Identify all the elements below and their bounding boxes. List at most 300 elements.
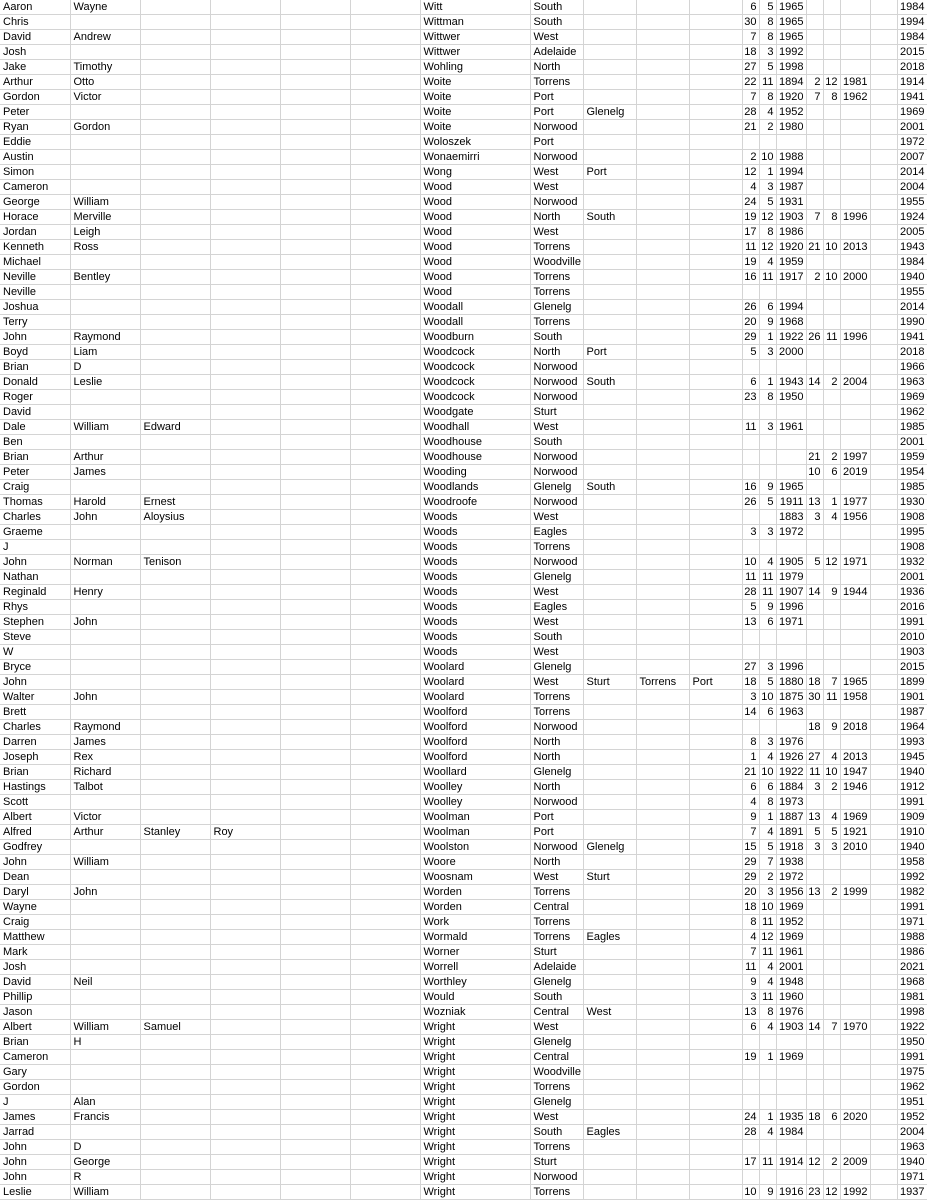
cell-extra-1[interactable] (280, 1065, 350, 1080)
cell-surname[interactable]: Worner (420, 945, 530, 960)
cell-club-1[interactable]: Eagles (530, 600, 583, 615)
cell-birth-month[interactable]: 3 (759, 45, 776, 60)
cell-birth-year[interactable] (776, 285, 806, 300)
cell-given-name-4[interactable] (210, 675, 280, 690)
cell-extra-1[interactable] (280, 330, 350, 345)
cell-birth-day[interactable] (742, 630, 759, 645)
cell-surname[interactable]: Woolford (420, 705, 530, 720)
cell-club-4[interactable] (689, 870, 742, 885)
cell-club-1[interactable]: West (530, 420, 583, 435)
cell-given-name-4[interactable] (210, 240, 280, 255)
cell-birth-day[interactable]: 9 (742, 810, 759, 825)
cell-debut-year[interactable]: 1954 (897, 465, 927, 480)
cell-death-year[interactable] (840, 480, 870, 495)
cell-death-month[interactable]: 2 (823, 780, 840, 795)
cell-birth-year[interactable]: 1903 (776, 1020, 806, 1035)
cell-death-month[interactable]: 8 (823, 210, 840, 225)
cell-surname[interactable]: Woodroofe (420, 495, 530, 510)
cell-death-year[interactable] (840, 225, 870, 240)
cell-given-name-2[interactable]: Liam (70, 345, 140, 360)
cell-death-month[interactable] (823, 150, 840, 165)
cell-club-3[interactable] (636, 840, 689, 855)
cell-given-name-2[interactable] (70, 645, 140, 660)
cell-birth-year[interactable]: 1880 (776, 675, 806, 690)
cell-club-3[interactable] (636, 240, 689, 255)
cell-club-4[interactable] (689, 645, 742, 660)
cell-birth-month[interactable]: 8 (759, 90, 776, 105)
cell-surname[interactable]: Wood (420, 195, 530, 210)
cell-given-name-1[interactable]: Albert (0, 810, 70, 825)
cell-surname[interactable]: Wright (420, 1095, 530, 1110)
cell-given-name-1[interactable]: J (0, 1095, 70, 1110)
cell-debut-year[interactable]: 2016 (897, 600, 927, 615)
cell-birth-month[interactable]: 5 (759, 0, 776, 15)
cell-extra-3[interactable] (870, 150, 897, 165)
cell-death-year[interactable] (840, 945, 870, 960)
cell-given-name-1[interactable]: Brian (0, 450, 70, 465)
cell-given-name-3[interactable] (140, 885, 210, 900)
cell-given-name-4[interactable] (210, 315, 280, 330)
cell-death-day[interactable] (806, 30, 823, 45)
cell-given-name-2[interactable] (70, 600, 140, 615)
cell-debut-year[interactable]: 1908 (897, 510, 927, 525)
cell-given-name-1[interactable]: Terry (0, 315, 70, 330)
cell-death-day[interactable] (806, 150, 823, 165)
cell-club-3[interactable] (636, 1125, 689, 1140)
cell-given-name-3[interactable] (140, 1170, 210, 1185)
cell-death-year[interactable]: 1965 (840, 675, 870, 690)
cell-club-2[interactable] (583, 975, 636, 990)
cell-birth-year[interactable]: 1938 (776, 855, 806, 870)
cell-given-name-4[interactable] (210, 375, 280, 390)
cell-birth-day[interactable]: 29 (742, 870, 759, 885)
cell-club-1[interactable]: West (530, 675, 583, 690)
cell-birth-day[interactable]: 18 (742, 900, 759, 915)
cell-birth-year[interactable]: 1972 (776, 870, 806, 885)
cell-death-day[interactable] (806, 615, 823, 630)
cell-given-name-1[interactable]: Josh (0, 45, 70, 60)
cell-extra-3[interactable] (870, 450, 897, 465)
cell-extra-1[interactable] (280, 405, 350, 420)
cell-given-name-2[interactable]: William (70, 1020, 140, 1035)
cell-extra-1[interactable] (280, 240, 350, 255)
cell-birth-year[interactable]: 1950 (776, 390, 806, 405)
cell-given-name-1[interactable]: Roger (0, 390, 70, 405)
cell-given-name-4[interactable] (210, 435, 280, 450)
cell-death-month[interactable] (823, 525, 840, 540)
cell-given-name-2[interactable] (70, 525, 140, 540)
cell-extra-1[interactable] (280, 675, 350, 690)
cell-given-name-3[interactable] (140, 1110, 210, 1125)
cell-extra-2[interactable] (350, 1020, 420, 1035)
cell-extra-3[interactable] (870, 585, 897, 600)
cell-club-1[interactable]: Eagles (530, 525, 583, 540)
cell-surname[interactable]: Wohling (420, 60, 530, 75)
cell-birth-year[interactable]: 1976 (776, 1005, 806, 1020)
cell-birth-day[interactable]: 14 (742, 705, 759, 720)
cell-club-2[interactable] (583, 885, 636, 900)
cell-birth-month[interactable]: 4 (759, 555, 776, 570)
cell-given-name-1[interactable]: Leslie (0, 1185, 70, 1200)
cell-club-2[interactable] (583, 225, 636, 240)
cell-club-4[interactable] (689, 60, 742, 75)
cell-death-year[interactable] (840, 180, 870, 195)
cell-given-name-3[interactable] (140, 1185, 210, 1200)
cell-club-4[interactable] (689, 810, 742, 825)
cell-given-name-4[interactable] (210, 90, 280, 105)
cell-birth-month[interactable]: 1 (759, 1110, 776, 1125)
cell-extra-3[interactable] (870, 1020, 897, 1035)
cell-surname[interactable]: Work (420, 915, 530, 930)
cell-debut-year[interactable]: 1986 (897, 945, 927, 960)
cell-club-4[interactable] (689, 225, 742, 240)
cell-given-name-4[interactable] (210, 225, 280, 240)
cell-given-name-1[interactable]: Arthur (0, 75, 70, 90)
cell-given-name-4[interactable] (210, 735, 280, 750)
cell-extra-2[interactable] (350, 750, 420, 765)
cell-surname[interactable]: Woodall (420, 315, 530, 330)
cell-surname[interactable]: Wright (420, 1185, 530, 1200)
cell-death-month[interactable] (823, 900, 840, 915)
cell-given-name-2[interactable]: Leslie (70, 375, 140, 390)
cell-given-name-2[interactable]: Raymond (70, 330, 140, 345)
cell-death-month[interactable]: 12 (823, 555, 840, 570)
cell-death-month[interactable] (823, 540, 840, 555)
cell-surname[interactable]: Woite (420, 90, 530, 105)
cell-given-name-3[interactable]: Samuel (140, 1020, 210, 1035)
cell-death-year[interactable] (840, 855, 870, 870)
cell-birth-month[interactable] (759, 630, 776, 645)
cell-given-name-2[interactable]: Andrew (70, 30, 140, 45)
cell-extra-1[interactable] (280, 885, 350, 900)
cell-extra-1[interactable] (280, 1035, 350, 1050)
cell-birth-year[interactable]: 1960 (776, 990, 806, 1005)
cell-death-day[interactable]: 13 (806, 810, 823, 825)
cell-death-day[interactable]: 10 (806, 465, 823, 480)
cell-extra-2[interactable] (350, 1170, 420, 1185)
cell-birth-month[interactable]: 1 (759, 810, 776, 825)
cell-given-name-2[interactable] (70, 390, 140, 405)
cell-extra-2[interactable] (350, 1185, 420, 1200)
cell-surname[interactable]: Woods (420, 645, 530, 660)
cell-death-month[interactable] (823, 390, 840, 405)
cell-death-month[interactable] (823, 570, 840, 585)
cell-club-2[interactable] (583, 750, 636, 765)
cell-club-2[interactable]: Port (583, 165, 636, 180)
cell-death-year[interactable]: 1992 (840, 1185, 870, 1200)
cell-club-4[interactable] (689, 0, 742, 15)
cell-birth-month[interactable] (759, 540, 776, 555)
cell-given-name-1[interactable]: Brett (0, 705, 70, 720)
cell-extra-2[interactable] (350, 30, 420, 45)
cell-club-1[interactable]: Sturt (530, 945, 583, 960)
cell-death-year[interactable]: 2019 (840, 465, 870, 480)
cell-given-name-1[interactable]: Thomas (0, 495, 70, 510)
cell-given-name-3[interactable] (140, 75, 210, 90)
cell-given-name-3[interactable] (140, 975, 210, 990)
cell-birth-month[interactable]: 11 (759, 570, 776, 585)
cell-club-4[interactable] (689, 120, 742, 135)
cell-extra-2[interactable] (350, 705, 420, 720)
cell-given-name-3[interactable] (140, 525, 210, 540)
cell-given-name-1[interactable]: J (0, 540, 70, 555)
cell-extra-2[interactable] (350, 1140, 420, 1155)
cell-given-name-3[interactable] (140, 945, 210, 960)
cell-birth-day[interactable]: 6 (742, 1020, 759, 1035)
cell-death-year[interactable]: 1999 (840, 885, 870, 900)
cell-extra-1[interactable] (280, 585, 350, 600)
cell-debut-year[interactable]: 1932 (897, 555, 927, 570)
cell-extra-1[interactable] (280, 510, 350, 525)
cell-debut-year[interactable]: 1991 (897, 615, 927, 630)
cell-club-3[interactable] (636, 90, 689, 105)
cell-given-name-4[interactable] (210, 465, 280, 480)
cell-death-month[interactable]: 2 (823, 450, 840, 465)
cell-extra-2[interactable] (350, 1065, 420, 1080)
cell-birth-month[interactable] (759, 645, 776, 660)
cell-birth-year[interactable]: 1987 (776, 180, 806, 195)
cell-extra-1[interactable] (280, 1020, 350, 1035)
cell-birth-year[interactable] (776, 135, 806, 150)
cell-birth-day[interactable]: 6 (742, 780, 759, 795)
cell-debut-year[interactable]: 1969 (897, 390, 927, 405)
cell-extra-1[interactable] (280, 495, 350, 510)
cell-surname[interactable]: Woosnam (420, 870, 530, 885)
cell-birth-day[interactable]: 7 (742, 945, 759, 960)
cell-extra-2[interactable] (350, 885, 420, 900)
cell-surname[interactable]: Woolford (420, 735, 530, 750)
cell-debut-year[interactable]: 1995 (897, 525, 927, 540)
cell-club-1[interactable]: South (530, 15, 583, 30)
cell-extra-3[interactable] (870, 1185, 897, 1200)
cell-given-name-4[interactable] (210, 885, 280, 900)
cell-club-1[interactable]: Torrens (530, 690, 583, 705)
cell-club-3[interactable] (636, 525, 689, 540)
cell-given-name-1[interactable]: Craig (0, 480, 70, 495)
cell-given-name-2[interactable] (70, 435, 140, 450)
cell-club-2[interactable] (583, 405, 636, 420)
cell-extra-2[interactable] (350, 525, 420, 540)
cell-death-month[interactable]: 12 (823, 75, 840, 90)
cell-birth-year[interactable] (776, 405, 806, 420)
cell-birth-month[interactable]: 9 (759, 600, 776, 615)
cell-death-day[interactable]: 30 (806, 690, 823, 705)
cell-given-name-4[interactable] (210, 45, 280, 60)
cell-birth-month[interactable]: 11 (759, 1155, 776, 1170)
cell-death-month[interactable] (823, 135, 840, 150)
cell-birth-day[interactable]: 8 (742, 735, 759, 750)
cell-given-name-3[interactable] (140, 120, 210, 135)
cell-debut-year[interactable]: 2021 (897, 960, 927, 975)
cell-death-day[interactable] (806, 960, 823, 975)
cell-given-name-4[interactable] (210, 195, 280, 210)
cell-club-2[interactable] (583, 135, 636, 150)
cell-club-3[interactable] (636, 1155, 689, 1170)
cell-death-day[interactable] (806, 645, 823, 660)
cell-birth-month[interactable]: 9 (759, 1185, 776, 1200)
cell-extra-1[interactable] (280, 390, 350, 405)
cell-surname[interactable]: Wright (420, 1140, 530, 1155)
cell-birth-day[interactable]: 19 (742, 1050, 759, 1065)
cell-given-name-1[interactable]: Mark (0, 945, 70, 960)
cell-given-name-3[interactable] (140, 30, 210, 45)
cell-death-year[interactable] (840, 900, 870, 915)
cell-club-1[interactable]: Glenelg (530, 570, 583, 585)
cell-club-2[interactable] (583, 90, 636, 105)
cell-given-name-3[interactable] (140, 1155, 210, 1170)
cell-given-name-3[interactable] (140, 300, 210, 315)
cell-death-year[interactable] (840, 345, 870, 360)
cell-extra-1[interactable] (280, 615, 350, 630)
cell-given-name-2[interactable] (70, 315, 140, 330)
cell-club-1[interactable]: Norwood (530, 1170, 583, 1185)
cell-surname[interactable]: Wright (420, 1065, 530, 1080)
cell-birth-day[interactable]: 16 (742, 270, 759, 285)
cell-club-3[interactable] (636, 870, 689, 885)
cell-given-name-2[interactable]: John (70, 885, 140, 900)
cell-given-name-3[interactable]: Stanley (140, 825, 210, 840)
cell-club-1[interactable]: Torrens (530, 915, 583, 930)
cell-surname[interactable]: Woods (420, 615, 530, 630)
cell-club-4[interactable] (689, 990, 742, 1005)
cell-extra-2[interactable] (350, 675, 420, 690)
cell-extra-2[interactable] (350, 1080, 420, 1095)
cell-given-name-3[interactable] (140, 270, 210, 285)
cell-birth-month[interactable]: 9 (759, 315, 776, 330)
cell-given-name-1[interactable]: Charles (0, 510, 70, 525)
cell-club-2[interactable] (583, 1020, 636, 1035)
cell-extra-3[interactable] (870, 0, 897, 15)
cell-given-name-1[interactable]: Jordan (0, 225, 70, 240)
cell-club-3[interactable] (636, 780, 689, 795)
cell-club-2[interactable] (583, 510, 636, 525)
cell-death-day[interactable] (806, 1170, 823, 1185)
cell-surname[interactable]: Wright (420, 1050, 530, 1065)
cell-birth-year[interactable]: 1920 (776, 90, 806, 105)
cell-club-4[interactable] (689, 1125, 742, 1140)
cell-death-day[interactable] (806, 1080, 823, 1095)
cell-club-4[interactable] (689, 240, 742, 255)
cell-death-year[interactable] (840, 0, 870, 15)
cell-club-2[interactable] (583, 660, 636, 675)
cell-surname[interactable]: Wittwer (420, 45, 530, 60)
cell-club-3[interactable] (636, 600, 689, 615)
cell-given-name-3[interactable]: Ernest (140, 495, 210, 510)
cell-given-name-3[interactable] (140, 1050, 210, 1065)
cell-death-day[interactable]: 21 (806, 240, 823, 255)
cell-death-day[interactable] (806, 915, 823, 930)
cell-club-1[interactable]: South (530, 435, 583, 450)
cell-debut-year[interactable]: 1909 (897, 810, 927, 825)
cell-given-name-2[interactable] (70, 990, 140, 1005)
cell-given-name-2[interactable] (70, 900, 140, 915)
cell-given-name-4[interactable] (210, 840, 280, 855)
cell-given-name-1[interactable]: Donald (0, 375, 70, 390)
cell-birth-day[interactable]: 6 (742, 375, 759, 390)
cell-given-name-3[interactable]: Tenison (140, 555, 210, 570)
cell-club-2[interactable] (583, 1080, 636, 1095)
cell-birth-day[interactable]: 11 (742, 570, 759, 585)
cell-debut-year[interactable]: 1992 (897, 870, 927, 885)
cell-given-name-4[interactable] (210, 405, 280, 420)
cell-birth-day[interactable]: 16 (742, 480, 759, 495)
cell-club-4[interactable] (689, 975, 742, 990)
cell-club-3[interactable] (636, 1080, 689, 1095)
cell-club-2[interactable] (583, 915, 636, 930)
cell-birth-month[interactable]: 12 (759, 240, 776, 255)
cell-debut-year[interactable]: 1940 (897, 840, 927, 855)
cell-club-2[interactable] (583, 420, 636, 435)
cell-given-name-1[interactable]: Michael (0, 255, 70, 270)
cell-debut-year[interactable]: 1912 (897, 780, 927, 795)
cell-club-1[interactable]: South (530, 1125, 583, 1140)
cell-birth-year[interactable]: 1969 (776, 900, 806, 915)
cell-extra-1[interactable] (280, 765, 350, 780)
cell-club-4[interactable] (689, 1185, 742, 1200)
cell-death-month[interactable] (823, 1125, 840, 1140)
cell-death-day[interactable] (806, 1050, 823, 1065)
cell-death-month[interactable]: 2 (823, 1155, 840, 1170)
cell-extra-1[interactable] (280, 690, 350, 705)
cell-birth-month[interactable]: 6 (759, 705, 776, 720)
cell-death-month[interactable]: 12 (823, 1185, 840, 1200)
cell-given-name-4[interactable] (210, 510, 280, 525)
cell-given-name-4[interactable] (210, 540, 280, 555)
cell-extra-1[interactable] (280, 285, 350, 300)
cell-club-3[interactable] (636, 945, 689, 960)
cell-given-name-2[interactable] (70, 570, 140, 585)
cell-death-day[interactable]: 2 (806, 270, 823, 285)
cell-birth-month[interactable]: 8 (759, 30, 776, 45)
cell-given-name-3[interactable] (140, 780, 210, 795)
cell-given-name-2[interactable]: Harold (70, 495, 140, 510)
cell-club-2[interactable] (583, 390, 636, 405)
cell-birth-year[interactable]: 1972 (776, 525, 806, 540)
cell-debut-year[interactable]: 1901 (897, 690, 927, 705)
cell-surname[interactable]: Woods (420, 600, 530, 615)
cell-club-3[interactable] (636, 1185, 689, 1200)
cell-extra-3[interactable] (870, 30, 897, 45)
cell-club-2[interactable] (583, 690, 636, 705)
cell-club-2[interactable] (583, 600, 636, 615)
cell-death-day[interactable]: 7 (806, 90, 823, 105)
cell-death-year[interactable]: 2010 (840, 840, 870, 855)
cell-debut-year[interactable]: 1982 (897, 885, 927, 900)
cell-death-month[interactable] (823, 615, 840, 630)
cell-given-name-1[interactable]: Cameron (0, 180, 70, 195)
cell-death-year[interactable] (840, 300, 870, 315)
cell-extra-3[interactable] (870, 975, 897, 990)
cell-extra-1[interactable] (280, 930, 350, 945)
cell-given-name-3[interactable] (140, 60, 210, 75)
cell-extra-1[interactable] (280, 810, 350, 825)
cell-club-4[interactable] (689, 345, 742, 360)
cell-death-year[interactable]: 1971 (840, 555, 870, 570)
cell-extra-3[interactable] (870, 1035, 897, 1050)
cell-extra-2[interactable] (350, 375, 420, 390)
cell-death-year[interactable] (840, 540, 870, 555)
cell-death-day[interactable] (806, 855, 823, 870)
cell-extra-3[interactable] (870, 1065, 897, 1080)
cell-death-year[interactable] (840, 195, 870, 210)
cell-club-1[interactable]: Torrens (530, 930, 583, 945)
cell-surname[interactable]: Wood (420, 225, 530, 240)
cell-birth-day[interactable]: 3 (742, 990, 759, 1005)
cell-death-day[interactable] (806, 165, 823, 180)
cell-death-day[interactable] (806, 225, 823, 240)
cell-death-year[interactable] (840, 30, 870, 45)
cell-club-3[interactable] (636, 1065, 689, 1080)
